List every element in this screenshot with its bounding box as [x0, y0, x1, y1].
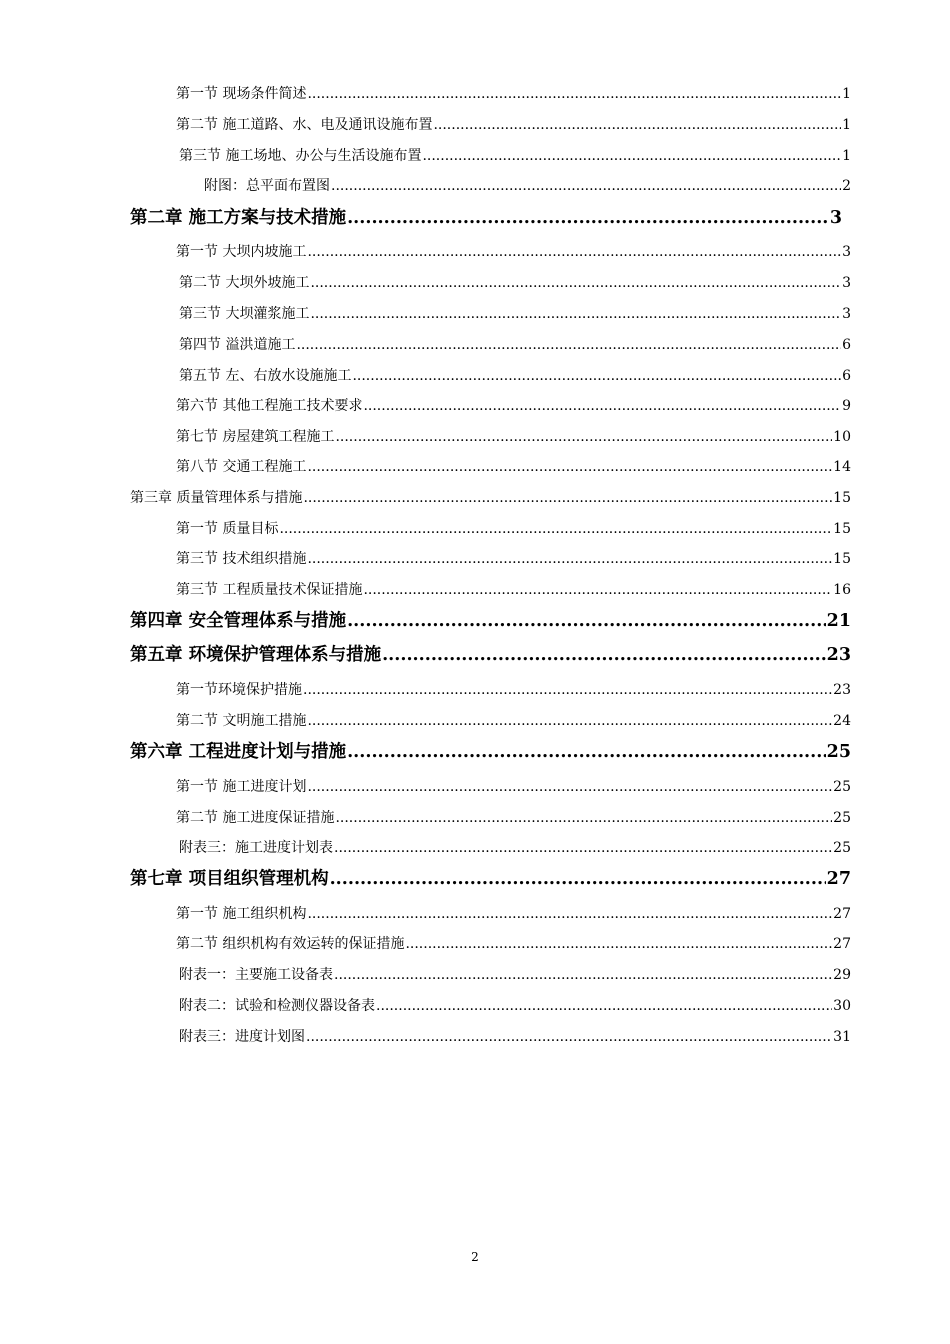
toc-leader-dots	[307, 86, 841, 102]
toc-entry-page: 21	[826, 610, 851, 631]
toc-entry[interactable]	[176, 241, 851, 261]
toc-entry-label: 第一节 施工进度计划	[176, 778, 307, 795]
toc-entry[interactable]	[176, 807, 851, 827]
toc-entry-label: 第一节环境保护措施	[176, 681, 302, 698]
toc-leader-dots	[307, 459, 832, 475]
toc-entry[interactable]	[179, 837, 851, 857]
toc-entry-label: 第二节 大坝外坡施工	[179, 274, 310, 291]
toc-entry-page: 23	[833, 681, 851, 698]
toc-entry[interactable]	[176, 548, 851, 568]
toc-entry[interactable]	[130, 738, 851, 763]
toc-leader-dots	[347, 742, 826, 762]
toc-entry-page: 15	[833, 550, 851, 567]
toc-entry-page: 9	[842, 397, 851, 414]
toc-entry-label: 第一节 现场条件简述	[176, 85, 307, 102]
toc-entry-page: 3	[842, 274, 851, 291]
toc-leader-dots	[310, 275, 841, 291]
page-number: 2	[471, 1250, 479, 1264]
toc-entry[interactable]	[176, 456, 851, 476]
toc-entry[interactable]	[179, 964, 851, 984]
toc-entry-page: 25	[833, 839, 851, 856]
toc-leader-dots	[307, 551, 832, 567]
toc-leader-dots	[335, 810, 832, 826]
toc-entry-page: 25	[833, 778, 851, 795]
toc-entry[interactable]	[179, 272, 851, 292]
toc-entry[interactable]	[130, 607, 851, 632]
toc-entry-label: 第七节 房屋建筑工程施工	[176, 428, 335, 445]
toc-entry-page: 23	[826, 644, 851, 665]
toc-entry[interactable]	[176, 395, 851, 415]
toc-entry-page: 31	[833, 1028, 851, 1045]
toc-entry-page: 1	[842, 147, 851, 164]
toc-entry-label: 第二节 施工道路、水、电及通讯设施布置	[176, 116, 433, 133]
toc-entry-label: 第三节 工程质量技术保证措施	[176, 581, 363, 598]
toc-entry[interactable]	[179, 365, 851, 385]
toc-entry-label: 第一节 大坝内坡施工	[176, 243, 307, 260]
toc-entry-label: 第五章 环境保护管理体系与措施	[130, 644, 382, 665]
toc-leader-dots	[296, 337, 841, 353]
toc-entry-label: 第四节 溢洪道施工	[179, 336, 296, 353]
toc-entry[interactable]	[176, 83, 851, 103]
toc-entry-label: 第六章 工程进度计划与措施	[130, 741, 347, 762]
toc-entry[interactable]	[176, 579, 851, 599]
toc-entry-label: 第四章 安全管理体系与措施	[130, 610, 347, 631]
toc-entry-label: 附表一：主要施工设备表	[179, 966, 333, 983]
toc-leader-dots	[352, 368, 841, 384]
toc-entry-label: 第一节 施工组织机构	[176, 905, 307, 922]
toc-entry-page: 27	[826, 868, 851, 889]
toc-entry-label: 附表三：施工进度计划表	[179, 839, 333, 856]
toc-entry-page: 6	[842, 367, 851, 384]
toc-entry-page: 15	[833, 489, 851, 506]
toc-entry[interactable]	[176, 933, 851, 953]
toc-entry[interactable]	[179, 995, 851, 1015]
toc-leader-dots	[303, 682, 832, 698]
toc-entry[interactable]	[179, 303, 851, 323]
toc-leader-dots	[307, 244, 841, 260]
toc-entry[interactable]	[179, 145, 851, 165]
toc-leader-dots	[382, 645, 826, 665]
toc-entry-page: 30	[833, 997, 851, 1014]
toc-entry-page: 24	[833, 712, 851, 729]
toc-entry-page: 3	[829, 207, 842, 228]
toc-entry-page: 1	[842, 85, 851, 102]
toc-entry-label: 第二章 施工方案与技术措施	[130, 207, 347, 228]
toc-entry-label: 第三章 质量管理体系与措施	[130, 489, 303, 506]
toc-entry-label: 第三节 技术组织措施	[176, 550, 307, 567]
toc-leader-dots	[433, 117, 841, 133]
toc-entry-page: 29	[833, 966, 851, 983]
toc-entry-page: 6	[842, 336, 851, 353]
toc-entry[interactable]	[176, 679, 851, 699]
toc-leader-dots	[335, 429, 832, 445]
toc-leader-dots	[331, 178, 841, 194]
toc-entry-page: 16	[833, 581, 851, 598]
toc-leader-dots	[376, 998, 832, 1014]
toc-leader-dots	[307, 906, 832, 922]
toc-entry-label: 第二节 组织机构有效运转的保证措施	[176, 935, 405, 952]
toc-leader-dots	[303, 490, 832, 506]
toc-entry[interactable]	[130, 865, 851, 890]
toc-entry[interactable]	[130, 641, 851, 666]
toc-entry-label: 第八节 交通工程施工	[176, 458, 307, 475]
toc-leader-dots	[334, 967, 832, 983]
toc-entry-label: 第二节 施工进度保证措施	[176, 809, 335, 826]
toc-entry-label: 第五节 左、右放水设施施工	[179, 367, 352, 384]
toc-entry-page: 25	[826, 741, 851, 762]
toc-leader-dots	[279, 521, 832, 537]
toc-entry-page: 25	[833, 809, 851, 826]
toc-entry-page: 27	[833, 905, 851, 922]
toc-leader-dots	[422, 148, 841, 164]
toc-leader-dots	[310, 306, 841, 322]
toc-entry-page: 3	[842, 305, 851, 322]
toc-entry[interactable]	[176, 114, 851, 134]
toc-entry-page: 2	[842, 177, 851, 194]
toc-entry[interactable]	[176, 903, 851, 923]
toc-leader-dots	[363, 398, 841, 414]
toc-entry-page: 15	[833, 520, 851, 537]
toc-entry-label: 附图：总平面布置图	[204, 177, 330, 194]
toc-leader-dots	[307, 713, 832, 729]
toc-entry-page: 1	[842, 116, 851, 133]
toc-entry[interactable]	[130, 204, 842, 229]
toc-entry-page: 14	[833, 458, 851, 475]
toc-entry-label: 第三节 大坝灌浆施工	[179, 305, 310, 322]
toc-entry-label: 第一节 质量目标	[176, 520, 279, 537]
toc-entry-label: 第二节 文明施工措施	[176, 712, 307, 729]
toc-entry[interactable]	[179, 334, 851, 354]
toc-entry[interactable]	[130, 487, 851, 507]
toc-entry[interactable]	[179, 1026, 851, 1046]
toc-entry-page: 10	[833, 428, 851, 445]
toc-leader-dots	[405, 936, 832, 952]
toc-leader-dots	[347, 208, 829, 228]
toc-entry-label: 第六节 其他工程施工技术要求	[176, 397, 363, 414]
toc-leader-dots	[306, 1029, 832, 1045]
toc-leader-dots	[363, 582, 832, 598]
toc-entry-page: 3	[842, 243, 851, 260]
toc-entry[interactable]	[176, 710, 851, 730]
toc-entry-page: 27	[833, 935, 851, 952]
toc-leader-dots	[330, 869, 826, 889]
toc-entry[interactable]	[176, 426, 851, 446]
toc-entry-label: 附表二：试验和检测仪器设备表	[179, 997, 375, 1014]
toc-entry[interactable]	[176, 776, 851, 796]
toc-entry-label: 第三节 施工场地、办公与生活设施布置	[179, 147, 422, 164]
toc-leader-dots	[347, 611, 826, 631]
toc-entry[interactable]	[204, 175, 851, 195]
toc-entry-label: 附表三：进度计划图	[179, 1028, 305, 1045]
toc-leader-dots	[334, 840, 832, 856]
toc-entry[interactable]	[176, 518, 851, 538]
toc-leader-dots	[307, 779, 832, 795]
toc-entry-label: 第七章 项目组织管理机构	[130, 868, 329, 889]
